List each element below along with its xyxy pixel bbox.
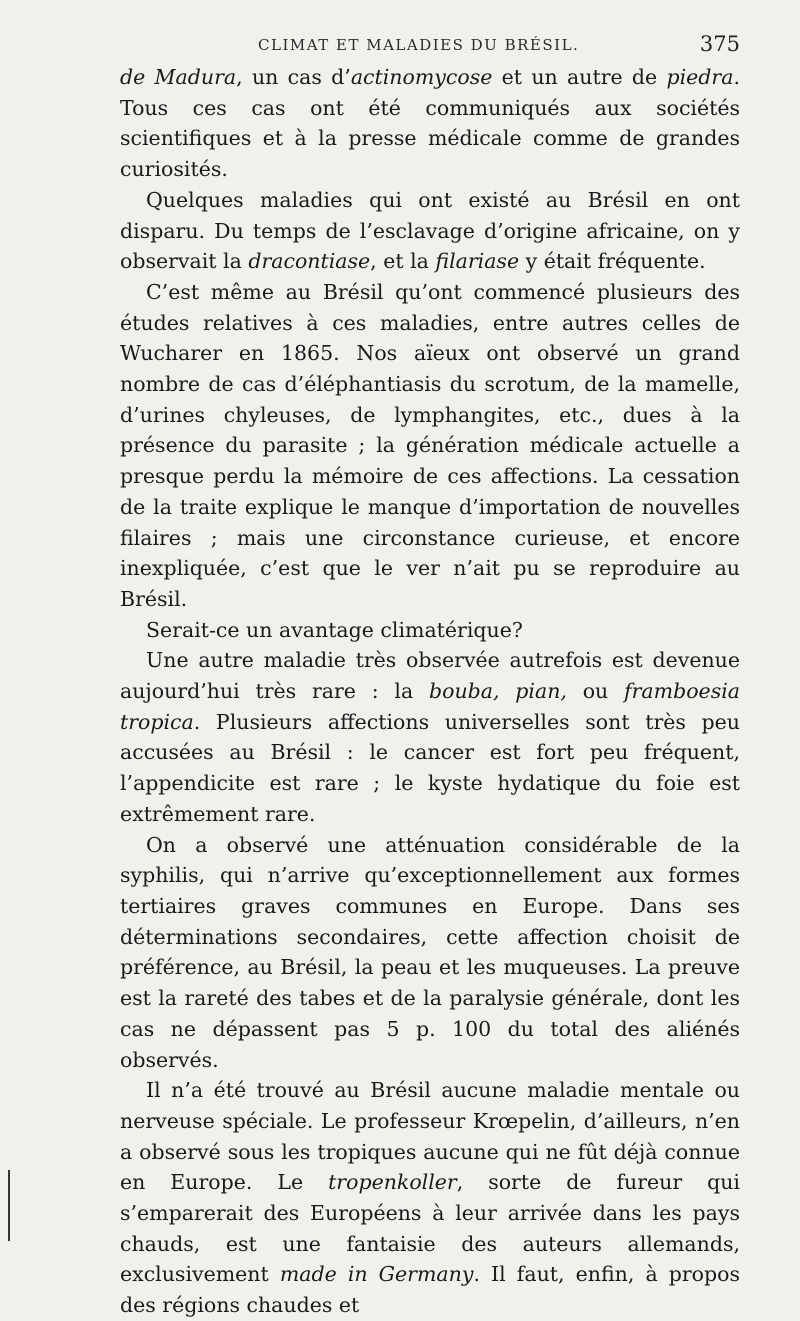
italic-run: de Madura [120,65,237,89]
body-text [120,62,740,1321]
page-number: 375 [699,32,740,56]
running-title: CLIMAT ET MALADIES DU BRÉSIL. [258,36,580,54]
italic-run: framboesia tropica [120,679,740,734]
text-run: Quelques maladies qui ont existé au Brésil en ont disparu. Du temps de l’esclavage d’origine africaine, on y observait la [120,187,740,274]
italic-run: made in Germany [279,1262,474,1287]
paragraph [120,277,740,615]
text-run: Serait-ce un avantage climatérique? [146,617,523,642]
paragraph [120,615,740,646]
text-run: , sorte de fureur qui s’emparerait des Européens à leur arrivée dans les pays chauds, est une fantaisie des auteurs allemands, exclusivement [120,1170,740,1287]
text-run: C’est même au Brésil qu’ont commencé plusieurs des études relatives à ces maladies, entre autres celles de Wucharer en 1865. Nos aïeux ont observé un grand nombre de cas d’éléphantiasis du scrotum, de la mamelle, d’urines chyleuses, de lymphangites, etc., dues à la présence du parasite ; la génération médicale actuelle a presque perdu la mémoire de ces affections. La cessation de la traite explique le manque d’importation de nouvelles filaires ; mais une circonstance curieuse, et encore inexpliquée, c’est que le ver n’ait pu se reproduire au Brésil. [120,279,740,611]
text-run: , et la [370,249,436,274]
running-head [118,32,740,58]
italic-run: piedra [666,65,734,89]
italic-run: bouba, pian, [428,679,567,704]
text-run: , un cas d’ [236,65,351,89]
text-run: Une autre maladie très observée autrefois est devenue aujourd’hui très rare : la [120,648,740,704]
text-run: et un autre de [492,65,667,89]
italic-run: filariase [435,249,520,274]
text-run: . Il faut, enfin, à propos des régions chaudes et [120,1262,740,1318]
text-run: Il n’a été trouvé au Brésil aucune maladie mentale ou nerveuse spéciale. Le professeur Krœpelin, d’ailleurs, n’en a observé sous les tropiques aucune qui ne fût déjà connue en Europe. Le [120,1078,740,1195]
text-run: On a observé une atténuation considérable de la syphilis, qui n’arrive qu’exceptionnellement aux formes tertiaires graves communes en Europe. Dans ses déterminations secondaires, cette affection choisit de préférence, au Brésil, la peau et les muqueuses. La preuve est la rareté des tabes et de la paralysie générale, dont les cas ne dépassent pas 5 p. 100 du total des aliénés observés. [120,832,740,1072]
italic-run: tropenkoller [328,1170,457,1195]
page-edge [0,1170,10,1241]
italic-run: dracontiase [248,249,371,274]
text-run: y était fréquente. [519,249,706,274]
paragraph [120,1075,740,1321]
text-run: . Plusieurs affections universelles sont très peu accusées au Brésil : le cancer est fort peu fréquent, l’appendicite est rare ; le kyste hydatique du foie est extrêmement rare. [120,709,740,826]
paragraph [120,185,740,277]
text-run: . Tous ces cas ont été communiqués aux sociétés scientifiques et à la presse médicale comme de grandes curiosités. [120,65,740,182]
paragraph [120,645,740,829]
paragraph [120,830,740,1076]
text-run: ou [566,679,625,704]
paragraph [120,62,740,185]
italic-run: actinomycose [350,65,493,89]
